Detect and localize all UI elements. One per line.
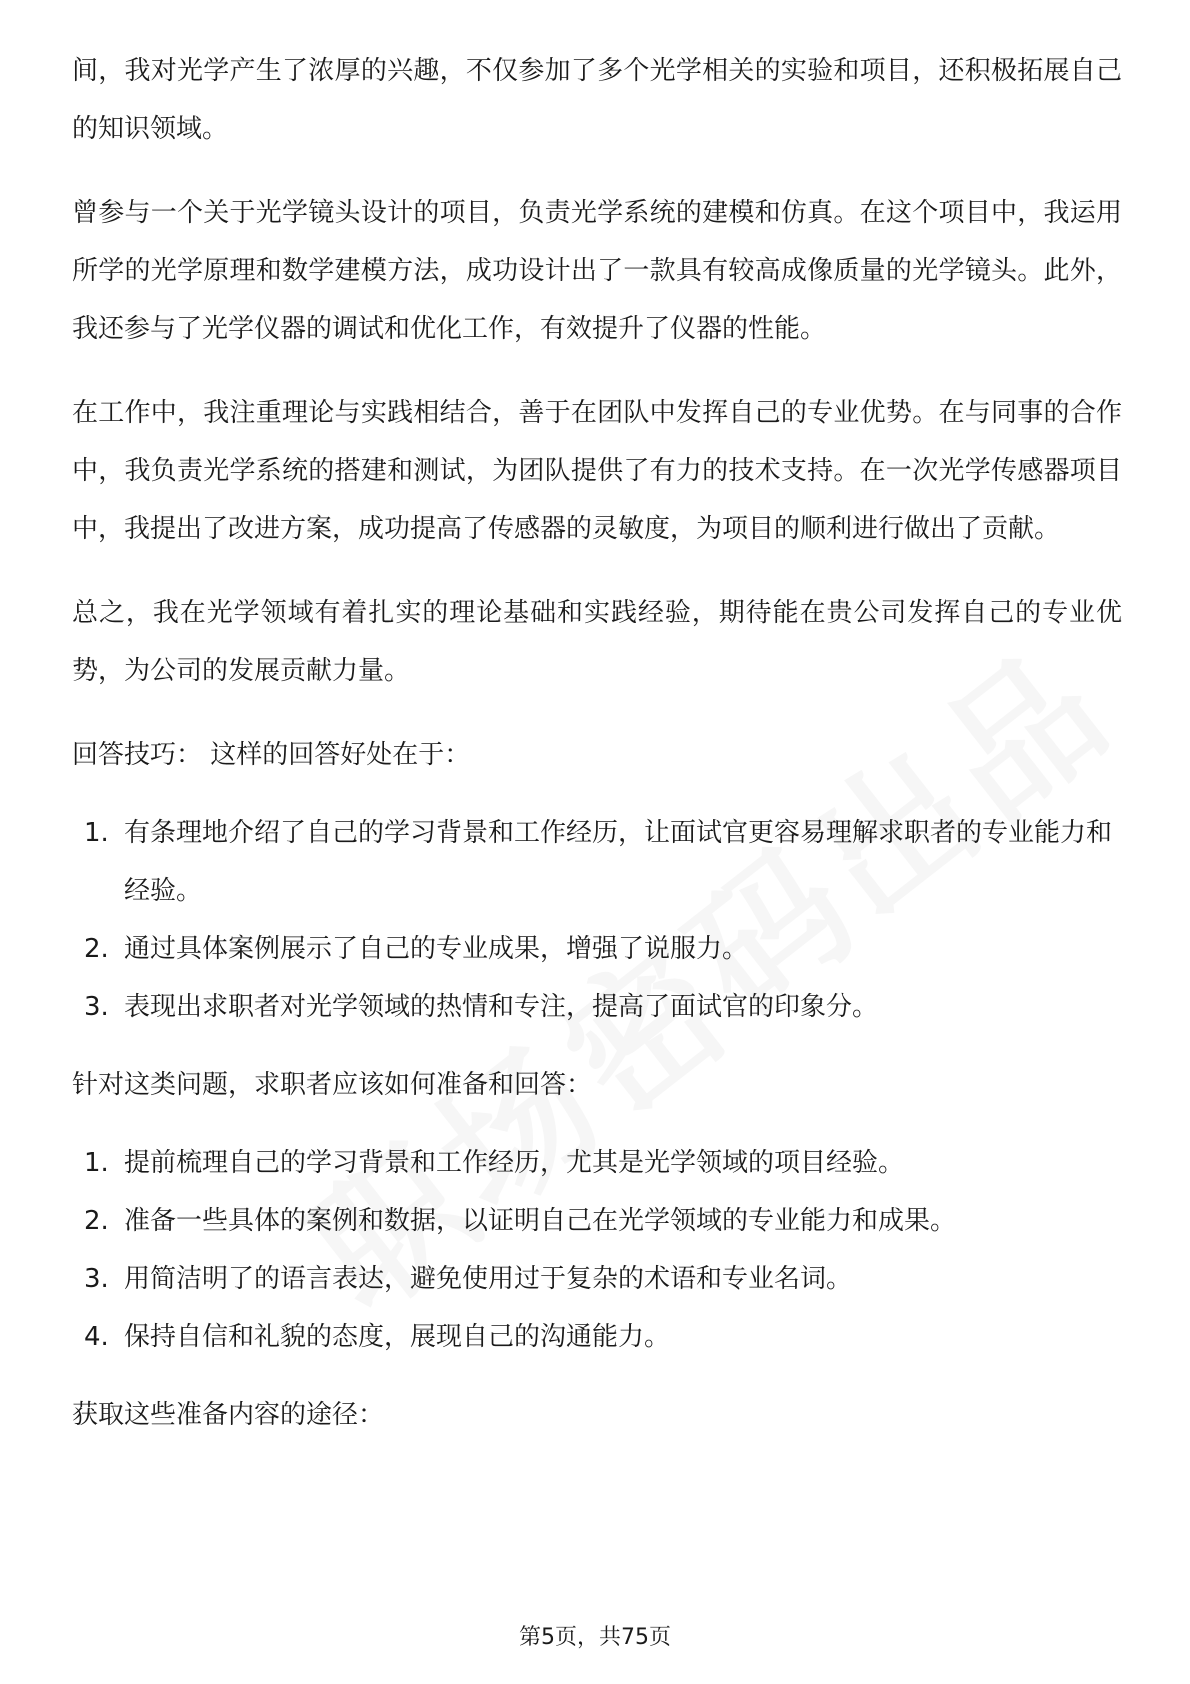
list-item-text: 提前梳理自己的学习背景和工作经历，尤其是光学领域的项目经验。 (124, 1148, 905, 1178)
tips-heading: 回答技巧： 这样的回答好处在于： (72, 740, 471, 770)
list-item-number: 3. (84, 992, 109, 1022)
list-item-text: 表现出求职者对光学领域的热情和专注，提高了面试官的印象分。 (124, 992, 879, 1022)
list-item (72, 1308, 1122, 1366)
paragraph: 总之，我在光学领域有着扎实的理论基础和实践经验，期待能在贵公司发挥自己的专业优势，为公司的发展贡献力量。 (72, 598, 1122, 686)
document-body (72, 42, 1122, 1470)
paragraph: 间，我对光学产生了浓厚的兴趣，不仅参加了多个光学相关的实验和项目，还积极拓展自己的知识领域。 (72, 56, 1122, 144)
list-item-number: 2. (84, 1206, 109, 1236)
list-item-number: 3. (84, 1264, 109, 1294)
list-item-text: 准备一些具体的案例和数据，以证明自己在光学领域的专业能力和成果。 (124, 1206, 957, 1236)
prep-list (72, 1134, 1122, 1366)
list-item-text: 用简洁明了的语言表达，避免使用过于复杂的术语和专业名词。 (124, 1264, 853, 1294)
list-item (72, 1134, 1122, 1192)
list-item-text: 通过具体案例展示了自己的专业成果，增强了说服力。 (124, 934, 749, 964)
list-item-number: 4. (84, 1322, 109, 1352)
list-item-text: 保持自信和礼貌的态度，展现自己的沟通能力。 (124, 1322, 671, 1352)
list-item (72, 978, 1122, 1036)
paragraph: 在工作中，我注重理论与实践相结合，善于在团队中发挥自己的专业优势。在与同事的合作中，我负责光学系统的搭建和测试，为团队提供了有力的技术支持。在一次光学传感器项目中，我提出了改进方案，成功提高了传感器的灵敏度，为项目的顺利进行做出了贡献。 (72, 398, 1122, 544)
list-item-number: 1. (84, 818, 109, 848)
page-number: 第5页，共75页 (519, 1625, 671, 1650)
prep-heading: 针对这类问题，求职者应该如何准备和回答： (72, 1070, 593, 1100)
tips-list (72, 804, 1122, 1036)
sources-heading: 获取这些准备内容的途径： (72, 1400, 385, 1430)
paragraph: 曾参与一个关于光学镜头设计的项目，负责光学系统的建模和仿真。在这个项目中，我运用所学的光学原理和数学建模方法，成功设计出了一款具有较高成像质量的光学镜头。此外，我还参与了光学仪器的调试和优化工作，有效提升了仪器的性能。 (72, 198, 1122, 344)
list-item-number: 1. (84, 1148, 109, 1178)
list-item-text: 有条理地介绍了自己的学习背景和工作经历，让面试官更容易理解求职者的专业能力和经验。 (124, 818, 1113, 906)
list-item-number: 2. (84, 934, 109, 964)
list-item (72, 1250, 1122, 1308)
list-item (72, 804, 1122, 920)
list-item (72, 1192, 1122, 1250)
list-item (72, 920, 1122, 978)
